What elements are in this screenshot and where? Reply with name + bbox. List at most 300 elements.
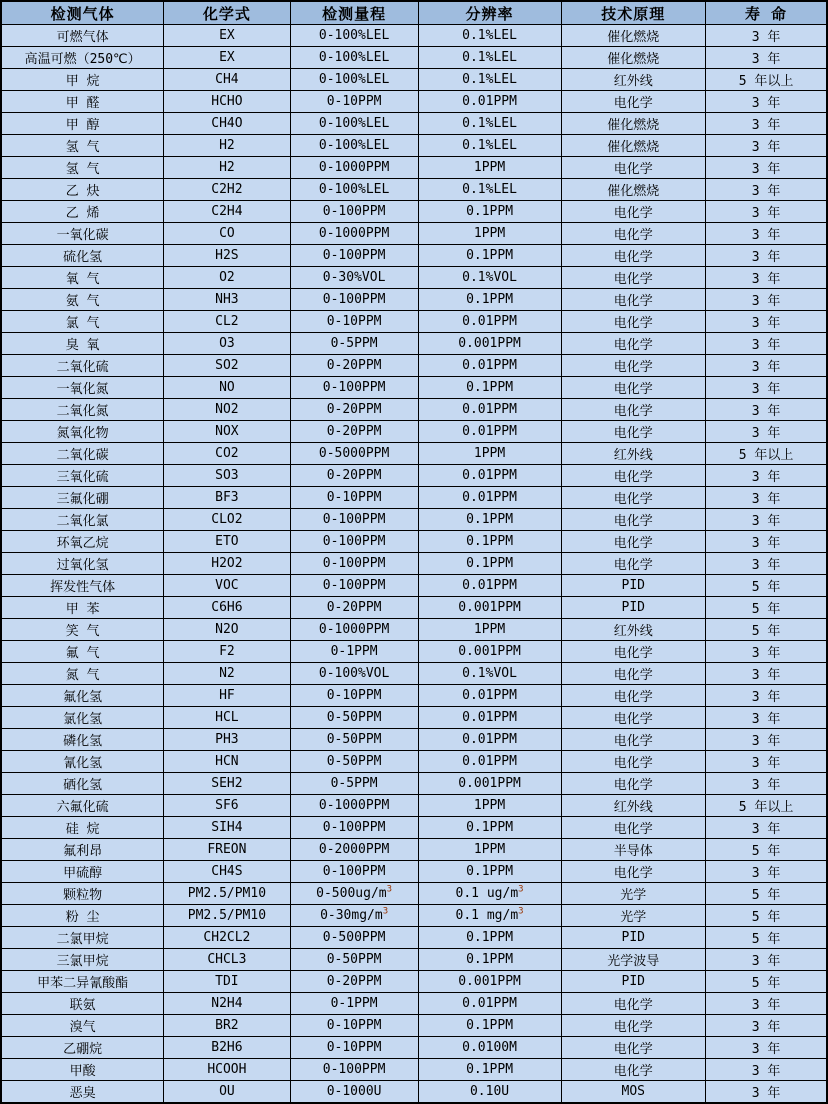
table-cell: NO <box>164 377 290 399</box>
table-cell: 0-100%LEL <box>290 25 418 47</box>
table-cell: 5 年 <box>706 597 827 619</box>
table-cell: 0.1PPM <box>418 289 561 311</box>
table-cell: HCHO <box>164 91 290 113</box>
table-cell: PID <box>561 971 706 993</box>
table-cell: 0-1000PPM <box>290 795 418 817</box>
table-cell: 半导体 <box>561 839 706 861</box>
table-cell: H2 <box>164 157 290 179</box>
table-row <box>1 135 827 157</box>
table-cell: CL2 <box>164 311 290 333</box>
table-cell: 5 年 <box>706 619 827 641</box>
table-cell: 0.1PPM <box>418 1059 561 1081</box>
table-cell: 0-10PPM <box>290 1015 418 1037</box>
table-cell: HCN <box>164 751 290 773</box>
table-cell: 0-10PPM <box>290 311 418 333</box>
table-cell: 3 年 <box>706 487 827 509</box>
table-row <box>1 1037 827 1059</box>
table-cell: 3 年 <box>706 223 827 245</box>
table-cell: H2 <box>164 135 290 157</box>
table-row <box>1 861 827 883</box>
table-cell: 0.1%LEL <box>418 47 561 69</box>
table-row <box>1 487 827 509</box>
table-cell: 0-20PPM <box>290 597 418 619</box>
table-cell: CHCL3 <box>164 949 290 971</box>
table-cell: 0.1PPM <box>418 817 561 839</box>
table-cell: 电化学 <box>561 377 706 399</box>
table-cell: 3 年 <box>706 377 827 399</box>
table-cell: 电化学 <box>561 641 706 663</box>
table-cell: PH3 <box>164 729 290 751</box>
table-row <box>1 707 827 729</box>
table-cell: 0.1PPM <box>418 949 561 971</box>
table-cell: 3 年 <box>706 685 827 707</box>
table-cell: 3 年 <box>706 553 827 575</box>
table-cell: 0.1PPM <box>418 509 561 531</box>
table-cell: CH2CL2 <box>164 927 290 949</box>
table-cell: 0.1 $ug/m^3$ <box>418 883 561 905</box>
table-cell: 5 年 <box>706 839 827 861</box>
table-cell: ETO <box>164 531 290 553</box>
table-cell: 0.001PPM <box>418 971 561 993</box>
table-cell: HCOOH <box>164 1059 290 1081</box>
table-cell: 一氧化碳 <box>1 223 164 245</box>
table-cell: 0.1%VOL <box>418 267 561 289</box>
table-row <box>1 971 827 993</box>
table-cell: 氮氧化物 <box>1 421 164 443</box>
table-cell: 1PPM <box>418 223 561 245</box>
column-header: 寿 命 <box>706 1 827 25</box>
table-cell: SO2 <box>164 355 290 377</box>
table-row <box>1 729 827 751</box>
table-cell: 3 年 <box>706 289 827 311</box>
table-cell: 过氧化氢 <box>1 553 164 575</box>
table-cell: CO2 <box>164 443 290 465</box>
table-cell: OU <box>164 1081 290 1104</box>
table-cell: 电化学 <box>561 751 706 773</box>
table-cell: 电化学 <box>561 333 706 355</box>
table-cell: 红外线 <box>561 795 706 817</box>
table-row <box>1 333 827 355</box>
table-cell: 笑 气 <box>1 619 164 641</box>
table-cell: PID <box>561 927 706 949</box>
table-cell: 3 年 <box>706 707 827 729</box>
table-cell: 0.01PPM <box>418 993 561 1015</box>
table-cell: 环氧乙烷 <box>1 531 164 553</box>
table-cell: 5 年 <box>706 971 827 993</box>
table-cell: N2O <box>164 619 290 641</box>
table-cell: 甲苯二异氰酸酯 <box>1 971 164 993</box>
table-cell: 联氨 <box>1 993 164 1015</box>
table-cell: 3 年 <box>706 1037 827 1059</box>
table-cell: 电化学 <box>561 663 706 685</box>
table-cell: 0-20PPM <box>290 465 418 487</box>
table-cell: 1PPM <box>418 619 561 641</box>
table-cell: 电化学 <box>561 245 706 267</box>
table-cell: NO2 <box>164 399 290 421</box>
table-cell: F2 <box>164 641 290 663</box>
table-cell: 0.001PPM <box>418 641 561 663</box>
table-cell: 0-100%LEL <box>290 47 418 69</box>
table-cell: 0-100PPM <box>290 553 418 575</box>
table-cell: 甲 醇 <box>1 113 164 135</box>
table-row <box>1 949 827 971</box>
table-cell: H2O2 <box>164 553 290 575</box>
table-cell: 0.1%LEL <box>418 179 561 201</box>
table-cell: 0-100%LEL <box>290 113 418 135</box>
table-cell: 电化学 <box>561 487 706 509</box>
table-cell: 5 年 <box>706 927 827 949</box>
table-cell: 0.01PPM <box>418 465 561 487</box>
table-cell: 3 年 <box>706 399 827 421</box>
table-cell: 0.10U <box>418 1081 561 1104</box>
table-cell: PID <box>561 597 706 619</box>
table-cell: 0.1PPM <box>418 245 561 267</box>
table-row <box>1 1015 827 1037</box>
table-cell: 0.01PPM <box>418 399 561 421</box>
table-cell: 3 年 <box>706 465 827 487</box>
table-cell: 3 年 <box>706 1081 827 1104</box>
table-row <box>1 685 827 707</box>
table-cell: 二氧化碳 <box>1 443 164 465</box>
table-row <box>1 839 827 861</box>
table-cell: CO <box>164 223 290 245</box>
table-row <box>1 773 827 795</box>
table-cell: 氯化氢 <box>1 707 164 729</box>
table-cell: 磷化氢 <box>1 729 164 751</box>
table-cell: 0-1PPM <box>290 641 418 663</box>
table-cell: 0.1PPM <box>418 531 561 553</box>
table-row <box>1 47 827 69</box>
table-cell: 3 年 <box>706 531 827 553</box>
table-cell: O2 <box>164 267 290 289</box>
table-row <box>1 399 827 421</box>
table-cell: 电化学 <box>561 223 706 245</box>
table-cell: 三氟化硼 <box>1 487 164 509</box>
table-cell: 氟利昂 <box>1 839 164 861</box>
table-cell: $0-500ug/m^3$ <box>290 883 418 905</box>
table-body <box>1 25 827 1104</box>
table-cell: 红外线 <box>561 443 706 465</box>
table-cell: 电化学 <box>561 1015 706 1037</box>
table-cell: TDI <box>164 971 290 993</box>
table-cell: 0.01PPM <box>418 355 561 377</box>
table-cell: 氨 气 <box>1 289 164 311</box>
table-cell: 0-50PPM <box>290 707 418 729</box>
table-cell: 0-10PPM <box>290 685 418 707</box>
superscript-3: 3 <box>382 906 389 917</box>
table-cell: 恶臭 <box>1 1081 164 1104</box>
table-cell: 0.01PPM <box>418 421 561 443</box>
table-cell: C2H2 <box>164 179 290 201</box>
table-cell: 挥发性气体 <box>1 575 164 597</box>
superscript-3: 3 <box>386 884 393 895</box>
table-cell: 0-5PPM <box>290 333 418 355</box>
table-cell: 粉 尘 <box>1 905 164 927</box>
table-cell: 3 年 <box>706 179 827 201</box>
table-cell: MOS <box>561 1081 706 1104</box>
table-cell: FREON <box>164 839 290 861</box>
table-cell: 0-5PPM <box>290 773 418 795</box>
table-row <box>1 1059 827 1081</box>
table-cell: 0-1000PPM <box>290 223 418 245</box>
table-row <box>1 377 827 399</box>
table-cell: 3 年 <box>706 333 827 355</box>
table-cell: 0-500PPM <box>290 927 418 949</box>
table-cell: 0-10PPM <box>290 91 418 113</box>
table-cell: 电化学 <box>561 707 706 729</box>
table-cell: 电化学 <box>561 399 706 421</box>
table-cell: 0.001PPM <box>418 597 561 619</box>
table-row <box>1 179 827 201</box>
table-cell: 氯 气 <box>1 311 164 333</box>
table-cell: 0.01PPM <box>418 487 561 509</box>
table-cell: 1PPM <box>418 839 561 861</box>
table-cell: 二氧化硫 <box>1 355 164 377</box>
table-cell: 0-100%LEL <box>290 135 418 157</box>
table-cell: 氢 气 <box>1 157 164 179</box>
table-cell: 0-1000PPM <box>290 157 418 179</box>
table-cell: 一氧化氮 <box>1 377 164 399</box>
table-cell: 5 年 <box>706 883 827 905</box>
table-cell: 5 年以上 <box>706 69 827 91</box>
table-cell: 3 年 <box>706 113 827 135</box>
table-cell: 0-30%VOL <box>290 267 418 289</box>
table-row <box>1 553 827 575</box>
table-cell: 氢 气 <box>1 135 164 157</box>
table-row <box>1 355 827 377</box>
table-cell: 甲酸 <box>1 1059 164 1081</box>
table-cell: 0.1PPM <box>418 201 561 223</box>
table-cell: 3 年 <box>706 421 827 443</box>
table-cell: 0-100PPM <box>290 377 418 399</box>
table-cell: 1PPM <box>418 795 561 817</box>
table-cell: 0-100PPM <box>290 861 418 883</box>
superscript-3: 3 <box>518 884 524 895</box>
table-row <box>1 1081 827 1104</box>
table-cell: 电化学 <box>561 993 706 1015</box>
table-cell: 0.0100M <box>418 1037 561 1059</box>
table-cell: 0.01PPM <box>418 729 561 751</box>
table-cell: 0-5000PPM <box>290 443 418 465</box>
table-row <box>1 25 827 47</box>
table-row <box>1 751 827 773</box>
table-cell: 3 年 <box>706 751 827 773</box>
table-cell: 电化学 <box>561 729 706 751</box>
table-row <box>1 663 827 685</box>
table-cell: 0-100%LEL <box>290 179 418 201</box>
table-cell: 电化学 <box>561 509 706 531</box>
table-cell: 氟 气 <box>1 641 164 663</box>
table-cell: SIH4 <box>164 817 290 839</box>
table-row <box>1 795 827 817</box>
table-cell: 电化学 <box>561 685 706 707</box>
table-cell: 3 年 <box>706 817 827 839</box>
table-cell: 溴气 <box>1 1015 164 1037</box>
table-cell: 硫化氢 <box>1 245 164 267</box>
table-cell: 电化学 <box>561 1037 706 1059</box>
table-cell: 电化学 <box>561 311 706 333</box>
table-cell: 三氯甲烷 <box>1 949 164 971</box>
table-cell: SF6 <box>164 795 290 817</box>
table-cell: 0.1%LEL <box>418 25 561 47</box>
header-row <box>1 1 827 25</box>
table-row <box>1 531 827 553</box>
table-cell: 电化学 <box>561 861 706 883</box>
table-cell: PM2.5/PM10 <box>164 905 290 927</box>
table-cell: 0.001PPM <box>418 333 561 355</box>
table-cell: 0-1000PPM <box>290 619 418 641</box>
table-cell: 0-1000U <box>290 1081 418 1104</box>
table-cell: 光学波导 <box>561 949 706 971</box>
table-cell: 电化学 <box>561 91 706 113</box>
table-cell: 红外线 <box>561 619 706 641</box>
table-cell: C2H4 <box>164 201 290 223</box>
table-cell: 0.01PPM <box>418 685 561 707</box>
table-cell: 0-10PPM <box>290 487 418 509</box>
table-row <box>1 267 827 289</box>
table-cell: 3 年 <box>706 773 827 795</box>
table-cell: 0.1PPM <box>418 553 561 575</box>
table-cell: 电化学 <box>561 553 706 575</box>
table-cell: 0-10PPM <box>290 1037 418 1059</box>
table-row <box>1 421 827 443</box>
table-cell: 0-20PPM <box>290 355 418 377</box>
table-cell: 0.01PPM <box>418 91 561 113</box>
table-cell: 电化学 <box>561 465 706 487</box>
table-cell: 0-20PPM <box>290 971 418 993</box>
table-cell: 3 年 <box>706 509 827 531</box>
table-cell: 红外线 <box>561 69 706 91</box>
table-cell: 0-20PPM <box>290 421 418 443</box>
superscript-3: 3 <box>518 906 524 917</box>
table-cell: 3 年 <box>706 949 827 971</box>
table-cell: 光学 <box>561 905 706 927</box>
table-row <box>1 289 827 311</box>
table-cell: 0.01PPM <box>418 311 561 333</box>
table-cell: 六氟化硫 <box>1 795 164 817</box>
table-row <box>1 883 827 905</box>
table-cell: HCL <box>164 707 290 729</box>
table-cell: 0-2000PPM <box>290 839 418 861</box>
table-cell: CH4S <box>164 861 290 883</box>
table-cell: 0-1PPM <box>290 993 418 1015</box>
table-cell: 氟化氢 <box>1 685 164 707</box>
table-cell: 3 年 <box>706 25 827 47</box>
table-cell: 催化燃烧 <box>561 25 706 47</box>
table-cell: 光学 <box>561 883 706 905</box>
table-cell: 催化燃烧 <box>561 135 706 157</box>
table-cell: 甲 烷 <box>1 69 164 91</box>
table-cell: 0.1%LEL <box>418 135 561 157</box>
table-cell: 1PPM <box>418 443 561 465</box>
table-cell: 0.01PPM <box>418 707 561 729</box>
table-cell: CLO2 <box>164 509 290 531</box>
table-cell: 电化学 <box>561 157 706 179</box>
table-cell: 3 年 <box>706 355 827 377</box>
table-cell: 3 年 <box>706 1015 827 1037</box>
table-cell: 电化学 <box>561 355 706 377</box>
table-row <box>1 311 827 333</box>
table-row <box>1 113 827 135</box>
table-row <box>1 905 827 927</box>
table-cell: N2H4 <box>164 993 290 1015</box>
table-cell: PM2.5/PM10 <box>164 883 290 905</box>
table-cell: 电化学 <box>561 1059 706 1081</box>
table-row <box>1 575 827 597</box>
column-header: 分辨率 <box>418 1 561 25</box>
table-cell: 硅 烷 <box>1 817 164 839</box>
table-row <box>1 245 827 267</box>
table-row <box>1 69 827 91</box>
table-cell: 乙 炔 <box>1 179 164 201</box>
table-cell: 氧 气 <box>1 267 164 289</box>
table-cell: 颗粒物 <box>1 883 164 905</box>
table-cell: NOX <box>164 421 290 443</box>
table-cell: 5 年以上 <box>706 795 827 817</box>
table-cell: 二氧化氮 <box>1 399 164 421</box>
table-row <box>1 597 827 619</box>
table-cell: 3 年 <box>706 157 827 179</box>
table-cell: 电化学 <box>561 531 706 553</box>
table-row <box>1 509 827 531</box>
table-cell: 二氧化氯 <box>1 509 164 531</box>
table-cell: 5 年以上 <box>706 443 827 465</box>
table-cell: 催化燃烧 <box>561 179 706 201</box>
table-cell: 甲 醛 <box>1 91 164 113</box>
table-cell: 0.1%LEL <box>418 113 561 135</box>
table-cell: 二氯甲烷 <box>1 927 164 949</box>
table-cell: SEH2 <box>164 773 290 795</box>
table-cell: 3 年 <box>706 135 827 157</box>
table-cell: 0-20PPM <box>290 399 418 421</box>
table-cell: 3 年 <box>706 201 827 223</box>
table-cell: 高温可燃（250℃） <box>1 47 164 69</box>
table-cell: BR2 <box>164 1015 290 1037</box>
table-cell: 催化燃烧 <box>561 113 706 135</box>
table-cell: 3 年 <box>706 641 827 663</box>
table-cell: 氰化氢 <box>1 751 164 773</box>
table-cell: 0.1%LEL <box>418 69 561 91</box>
table-cell: 3 年 <box>706 663 827 685</box>
column-header: 化学式 <box>164 1 290 25</box>
table-cell: 甲 苯 <box>1 597 164 619</box>
table-cell: 电化学 <box>561 773 706 795</box>
table-cell: 0-100PPM <box>290 509 418 531</box>
table-cell: C6H6 <box>164 597 290 619</box>
table-cell: 电化学 <box>561 817 706 839</box>
table-cell: CH4 <box>164 69 290 91</box>
table-cell: 0-100%LEL <box>290 69 418 91</box>
table-cell: 0.1%VOL <box>418 663 561 685</box>
table-cell: $0-30mg/m^3$ <box>290 905 418 927</box>
table-cell: O3 <box>164 333 290 355</box>
column-header: 检测气体 <box>1 1 164 25</box>
table-row <box>1 91 827 113</box>
table-cell: 臭 氧 <box>1 333 164 355</box>
table-row <box>1 201 827 223</box>
table-cell: 0-50PPM <box>290 751 418 773</box>
table-cell: 0.01PPM <box>418 575 561 597</box>
table-cell: 1PPM <box>418 157 561 179</box>
table-cell: BF3 <box>164 487 290 509</box>
table-cell: 0-100PPM <box>290 201 418 223</box>
table-cell: PID <box>561 575 706 597</box>
table-cell: 0.001PPM <box>418 773 561 795</box>
table-cell: 0.1PPM <box>418 927 561 949</box>
table-cell: 0-100PPM <box>290 531 418 553</box>
table-cell: 硒化氢 <box>1 773 164 795</box>
column-header: 技术原理 <box>561 1 706 25</box>
